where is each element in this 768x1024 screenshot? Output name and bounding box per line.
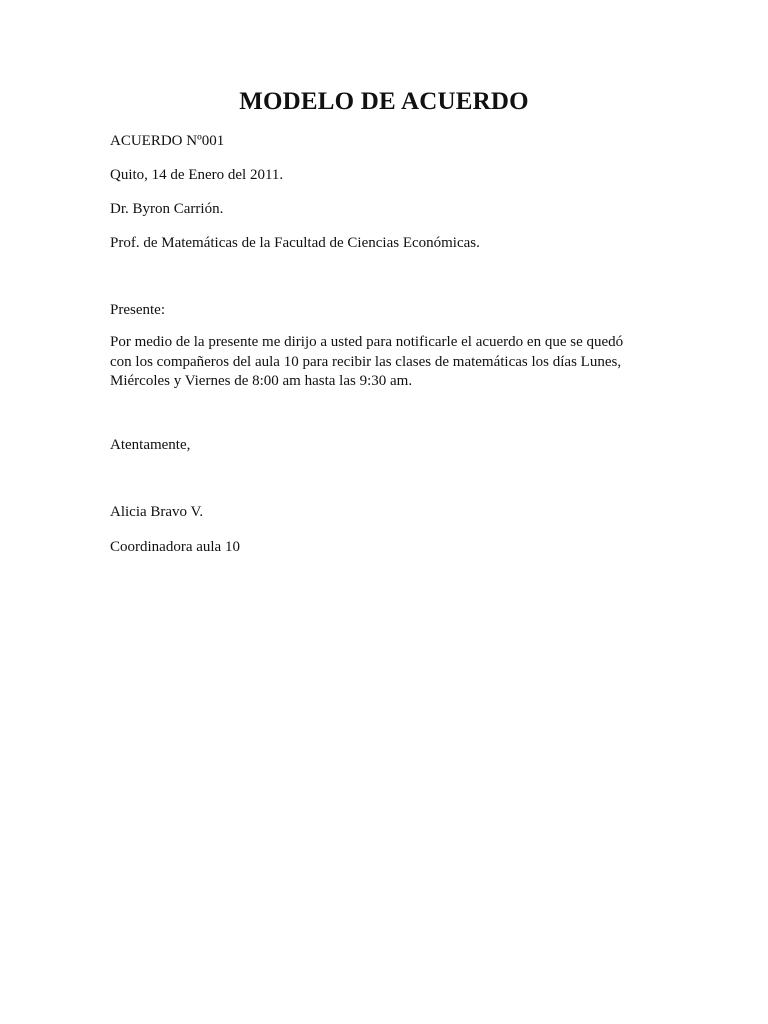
body-paragraph bbox=[110, 333, 650, 392]
agreement-number: ACUERDO Nº001 bbox=[110, 133, 225, 149]
body-line: Por medio de la presente me dirijo a usted para notificarle el acuerdo en que se quedó bbox=[110, 334, 624, 350]
recipient-role: Prof. de Matemáticas de la Facultad de Ciencias Económicas. bbox=[110, 235, 480, 251]
recipient-name: Dr. Byron Carrión. bbox=[110, 201, 224, 217]
date-line: Quito, 14 de Enero del 2011. bbox=[110, 167, 284, 183]
salutation: Presente: bbox=[110, 302, 165, 318]
signer-role: Coordinadora aula 10 bbox=[110, 539, 240, 555]
document-title: MODELO DE ACUERDO bbox=[239, 88, 529, 115]
closing: Atentamente, bbox=[110, 437, 191, 453]
body-line: con los compañeros del aula 10 para recibir las clases de matemáticas los días Lunes, bbox=[110, 353, 622, 370]
body-line: Miércoles y Viernes de 8:00 am hasta las 9:30 am. bbox=[110, 373, 413, 389]
signer-name: Alicia Bravo V. bbox=[110, 504, 204, 520]
